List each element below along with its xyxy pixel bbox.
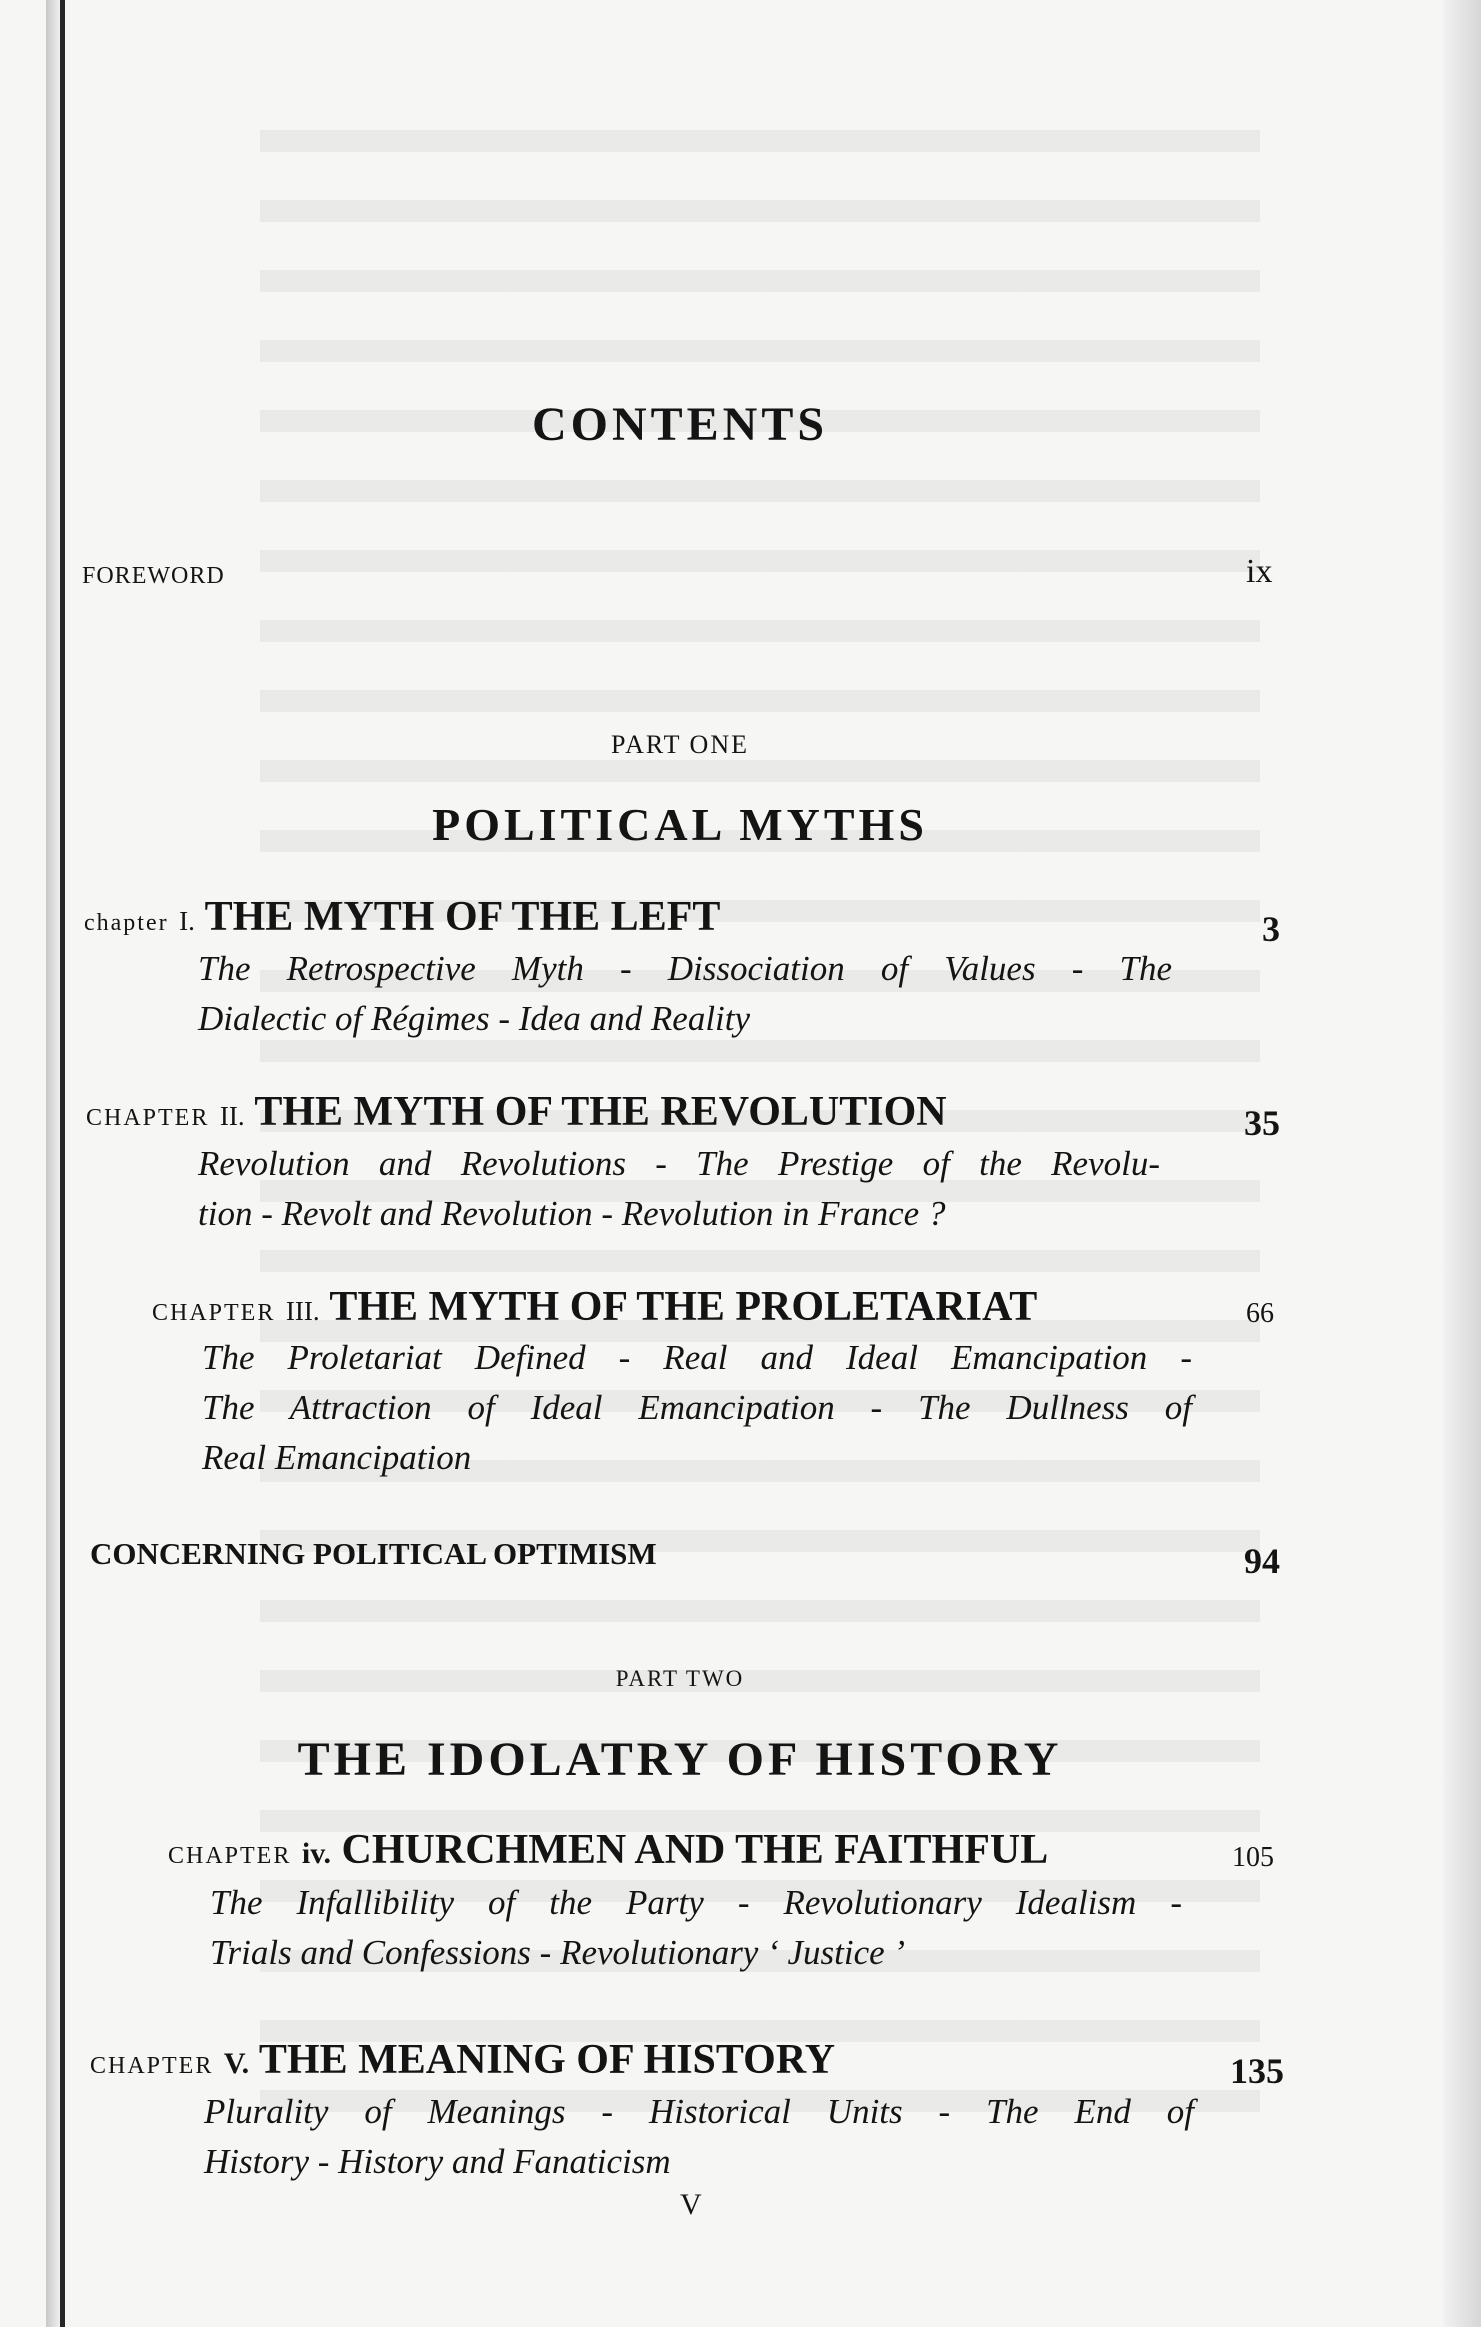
contents-title: CONTENTS xyxy=(531,398,829,451)
chapter-1-heading xyxy=(84,893,720,941)
chapter-2-prefix: CHAPTER xyxy=(86,1105,210,1131)
chapter-4-title: CHURCHMEN AND THE FAITHFUL xyxy=(341,1827,1049,1873)
chapter-5-subtopics xyxy=(204,2087,1194,2187)
chapter-5-heading xyxy=(90,2036,835,2084)
chapter-2-subtopic-line: Revolution and Revolutions - The Prestige of the Revolu- xyxy=(198,1144,1160,1183)
chapter-5-prefix: CHAPTER xyxy=(90,2053,214,2079)
page-edge xyxy=(1443,0,1481,2327)
part-one-label: PART ONE xyxy=(611,730,749,759)
chapter-3-title: THE MYTH OF THE PROLETARIAT xyxy=(329,1284,1038,1330)
chapter-4-page: 105 xyxy=(1232,1842,1274,1873)
chapter-2-title: THE MYTH OF THE REVOLUTION xyxy=(254,1089,947,1135)
chapter-3-subtopic-line: Real Emancipation xyxy=(202,1438,472,1477)
chapter-2-number: II. xyxy=(219,1101,245,1131)
chapter-3-subtopics xyxy=(202,1333,1192,1483)
chapter-4-heading xyxy=(168,1826,1048,1874)
chapter-3-heading xyxy=(152,1283,1037,1331)
chapter-5-page: 135 xyxy=(1230,2051,1284,2091)
chapter-3-subtopic-line: The Proletariat Defined - Real and Ideal Emancipation - xyxy=(202,1338,1192,1377)
chapter-5-subtopic-line: History - History and Fanaticism xyxy=(204,2142,671,2181)
chapter-2-page: 35 xyxy=(1244,1103,1280,1143)
chapter-1-subtopics xyxy=(198,944,1172,1044)
chapter-4-subtopic-line: Trials and Confessions - Revolutionary ‘ Justice ’ xyxy=(210,1933,906,1972)
chapter-4-number: iv. xyxy=(301,1837,332,1870)
chapter-2-heading xyxy=(86,1088,947,1136)
foreword-page: ix xyxy=(1246,553,1273,590)
chapter-1-subtopic-line: The Retrospective Myth - Dissociation of Values - The xyxy=(198,949,1172,988)
chapter-3-number: III. xyxy=(285,1296,320,1326)
page-folio: V xyxy=(680,2188,702,2221)
concerning-entry: CONCERNING POLITICAL OPTIMISM xyxy=(90,1536,657,1571)
chapter-5-title: THE MEANING OF HISTORY xyxy=(258,2037,836,2083)
concerning-page: 94 xyxy=(1244,1541,1280,1581)
binding-shadow xyxy=(46,0,60,2327)
chapter-3-page: 66 xyxy=(1246,1298,1274,1329)
chapter-1-number: I. xyxy=(179,906,195,936)
part-two-title: THE IDOLATRY OF HISTORY xyxy=(297,1733,1063,1786)
binding-edge xyxy=(60,0,65,2327)
part-two-label: PART TWO xyxy=(615,1666,745,1691)
chapter-1-prefix: chapter xyxy=(84,910,169,936)
part-one-title: POLITICAL MYTHS xyxy=(432,799,928,850)
chapter-4-prefix: CHAPTER xyxy=(168,1843,292,1869)
chapter-2-subtopics xyxy=(198,1139,1160,1239)
chapter-1-page: 3 xyxy=(1262,909,1280,949)
chapter-4-subtopic-line: The Infallibility of the Party - Revolutionary Idealism - xyxy=(210,1883,1182,1922)
chapter-5-subtopic-line: Plurality of Meanings - Historical Units - The End of xyxy=(204,2092,1194,2131)
chapter-1-subtopic-line: Dialectic of Régimes - Idea and Reality xyxy=(198,999,751,1038)
foreword-entry: FOREWORD xyxy=(82,563,225,589)
chapter-1-title: THE MYTH OF THE LEFT xyxy=(204,894,721,940)
chapter-5-number: V. xyxy=(223,2047,250,2080)
chapter-2-subtopic-line: tion - Revolt and Revolution - Revolution in France ? xyxy=(198,1194,946,1233)
chapter-3-prefix: CHAPTER xyxy=(152,1300,276,1326)
chapter-3-subtopic-line: The Attraction of Ideal Emancipation - The Dullness of xyxy=(202,1388,1192,1427)
chapter-4-subtopics xyxy=(210,1878,1182,1978)
